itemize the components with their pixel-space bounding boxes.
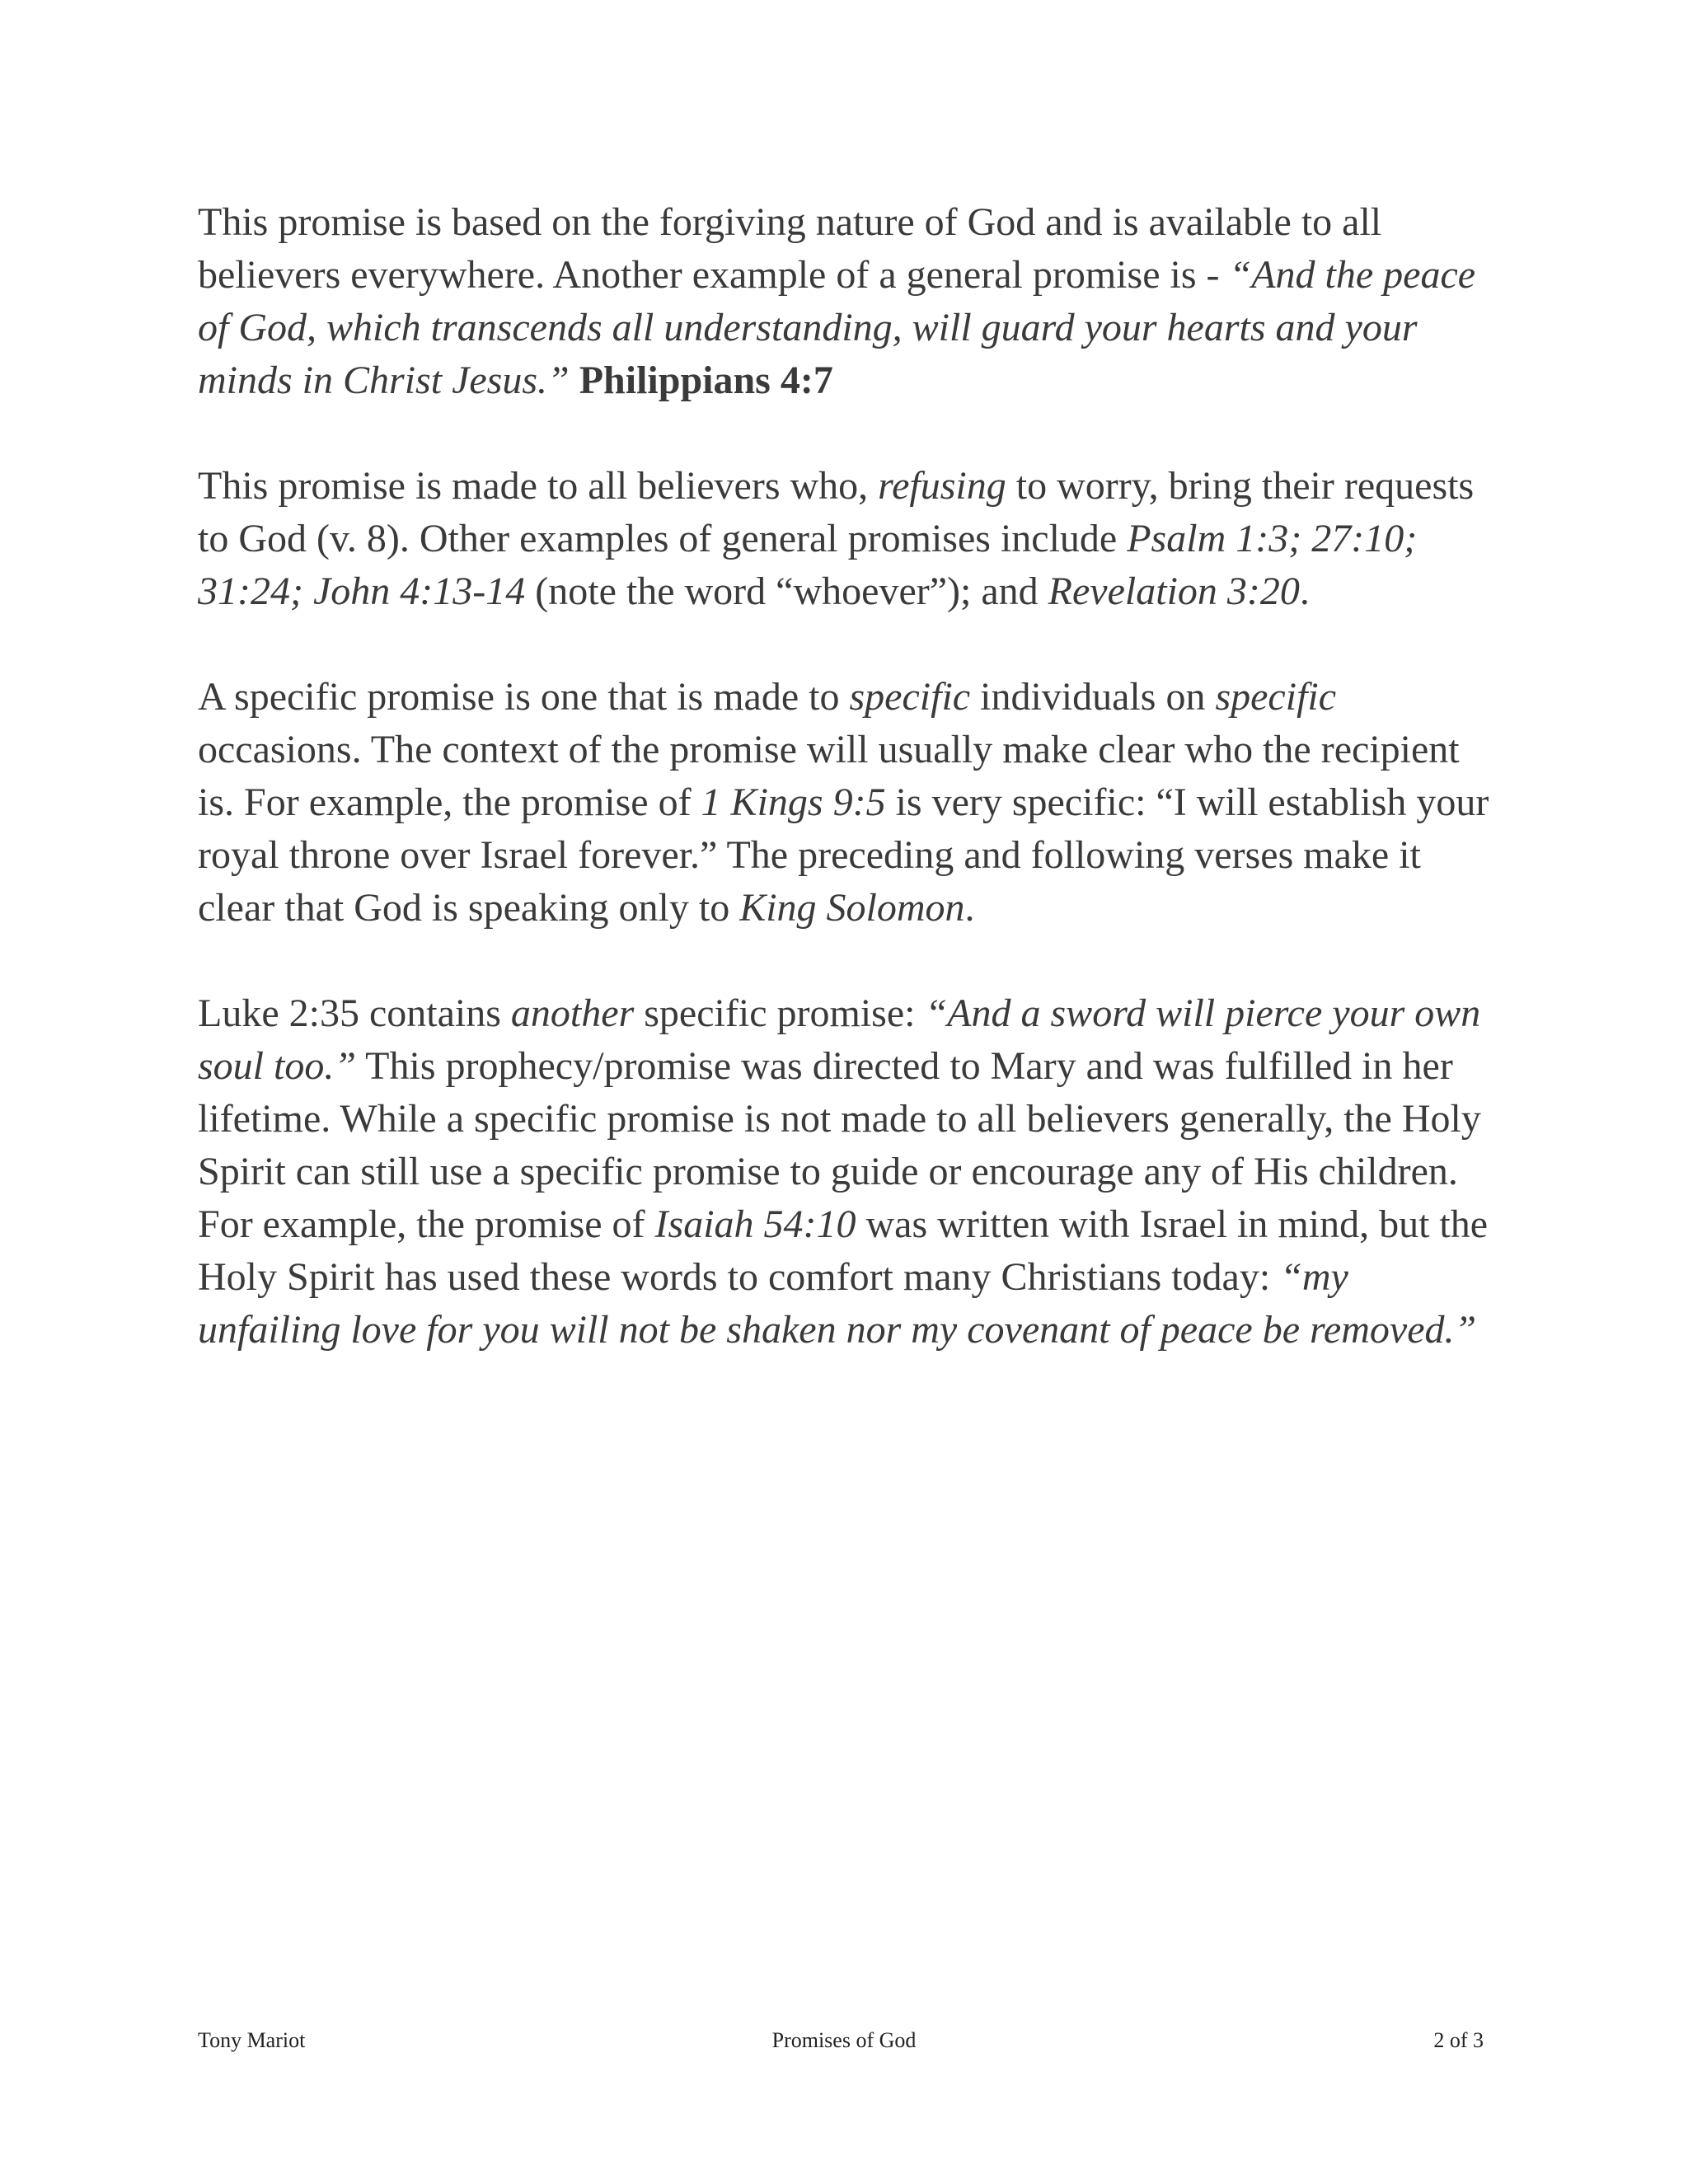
italic-text: “And a sword will pierce your own soul too.” <box>198 991 1481 1088</box>
body-paragraph <box>198 196 1500 407</box>
text-run: specific promise: <box>634 991 926 1035</box>
text-run: individuals on <box>970 675 1216 719</box>
footer-page-number: 2 of 3 <box>1433 2028 1484 2052</box>
italic-text: “my unfailing love for you will not be shaken nor my covenant of peace be removed.” <box>198 1255 1477 1352</box>
italic-text: specific <box>1215 675 1337 719</box>
text-run: . <box>964 886 975 930</box>
italic-text: 1 Kings 9:5 <box>701 780 886 824</box>
text-run: occasions. The context of the promise will usually make clear who the recipient is. For example, the promise of <box>198 728 1460 824</box>
footer-author: Tony Mariot <box>198 2028 306 2052</box>
scripture-reference: Philippians 4:7 <box>579 359 833 402</box>
text-run: to worry, bring their requests to God (v. 8). Other examples of general promises include <box>198 464 1475 560</box>
text-run: This promise is based on the forgiving nature of God and is available to all believers everywhere. Another example of a general promise is - <box>198 200 1382 297</box>
text-run: . <box>1299 569 1310 613</box>
italic-text: another <box>510 991 635 1035</box>
text-run <box>570 359 579 402</box>
text-run: This promise is made to all believers who, <box>198 464 879 508</box>
body-paragraph <box>198 460 1500 618</box>
text-run: (note the word “whoever”); and <box>525 569 1048 613</box>
italic-text: Isaiah 54:10 <box>654 1202 856 1246</box>
text-run: This prophecy/promise was directed to Mary and was fulfilled in her lifetime. While a specific promise is not made to all believers generally, the Holy Spirit can still use a specific promise to guide or encourage any of His children. For example, the promise of <box>198 1044 1481 1246</box>
italic-text: specific <box>849 675 971 719</box>
italic-text: refusing <box>878 464 1006 508</box>
italic-text: Revelation 3:20 <box>1048 569 1300 613</box>
footer-title: Promises of God <box>771 2028 917 2052</box>
text-run: was written with Israel in mind, but the Holy Spirit has used these words to comfort many Christians today: <box>198 1202 1489 1299</box>
text-run: is very specific: “I will establish your royal throne over Israel forever.” The preceding and following verses make it clear that God is speaking only to <box>198 780 1489 930</box>
body-paragraph <box>198 671 1500 935</box>
italic-text: “And the peace of God, which transcends all understanding, will guard your hearts and your minds in Christ Jesus.” <box>198 253 1476 402</box>
document-body <box>198 196 1500 1409</box>
italic-text: King Solomon <box>739 886 965 930</box>
text-run: A specific promise is one that is made to <box>198 675 850 719</box>
body-paragraph <box>198 987 1500 1357</box>
text-run: Luke 2:35 contains <box>198 991 511 1035</box>
italic-text: Psalm 1:3; 27:10; 31:24; John 4:13-14 <box>198 517 1418 613</box>
